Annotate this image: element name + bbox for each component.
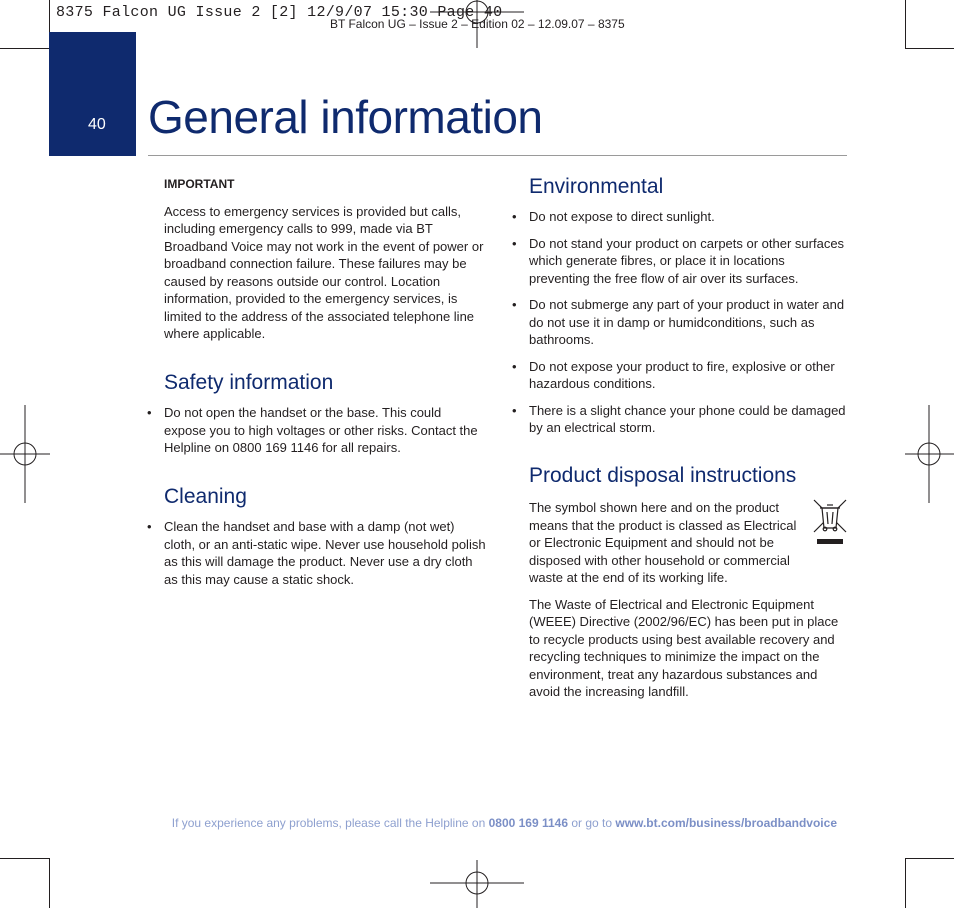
disposal-section <box>529 464 849 701</box>
disposal-heading: Product disposal instructions <box>529 464 797 487</box>
list-item: • Do not expose your product to fire, explosive or other hazardous conditions. <box>512 358 835 391</box>
footer-url-link[interactable]: www.bt.com/business/broadbandvoice <box>615 816 837 830</box>
safety-heading: Safety information <box>164 371 334 394</box>
list-item: • Do not submerge any part of your product in water and do not use it in damp or humidconditions, such as bathrooms. <box>512 297 845 347</box>
disposal-paragraph-2: The Waste of Electrical and Electronic Equipment (WEEE) Directive (2002/96/EC) has been put in place to recycle products using best available recovery and recycling techniques to minimize the impact on the environment, treat any hazardous substances and avoid the increasing landfill. <box>529 596 839 699</box>
page-number: 40 <box>88 116 106 133</box>
print-slug-secondary: BT Falcon UG – Issue 2 – Edition 02 – 12.09.07 – 8375 <box>330 17 625 31</box>
page-title: General information <box>148 91 543 143</box>
list-item: • There is a slight chance your phone could be damaged by an electrical storm. <box>512 402 846 435</box>
safety-section <box>147 371 486 457</box>
important-heading: IMPORTANT <box>164 177 235 191</box>
disposal-paragraph-1: The symbol shown here and on the product means that the product is classed as Electrical or Electronic Equipment and should not be disposed with other household or commercial waste at the end of its working life. <box>529 500 797 585</box>
environmental-heading: Environmental <box>529 175 664 198</box>
footer-middle: or go to <box>568 816 616 830</box>
list-item: • Do not stand your product on carpets or other surfaces which generate fibres, or place it in locations preventing the free flow of air over its surfaces. <box>512 235 845 286</box>
footer-helpline <box>0 816 837 830</box>
footer-prefix: If you experience any problems, please call the Helpline on <box>171 816 489 830</box>
cleaning-section <box>147 485 486 588</box>
list-item: • Do not open the handset or the base. This could expose you to high voltages or other risks. Contact the Helpline on 0800 169 1146 for all repairs. <box>147 405 478 455</box>
print-slug: 8375 Falcon UG Issue 2 [2] 12/9/07 15:30 Page 40 <box>56 4 503 21</box>
list-item: • Do not expose to direct sunlight. <box>512 209 715 224</box>
important-section <box>164 176 486 343</box>
cleaning-heading: Cleaning <box>164 485 247 508</box>
crossed-out-wheelie-bin-icon <box>812 498 848 546</box>
environmental-section <box>512 175 849 437</box>
important-body: Access to emergency services is provided but calls, including emergency calls to 999, made via BT Broadband Voice may not work in the event of power or broadband connection failure. These failures may be caused by reasons outside our control. Location information, provided to the emergency services, is limited to the address of the associated telephone line where applicable. <box>164 203 484 341</box>
list-item: • Clean the handset and base with a damp (not wet) cloth, or an anti-static wipe. Never use household polish as this will damage the product. Never use a dry cloth as this may cause a static shock. <box>147 519 486 587</box>
footer-phone: 0800 169 1146 <box>488 816 569 830</box>
title-rule <box>148 155 847 156</box>
page-number-tab <box>49 32 136 156</box>
